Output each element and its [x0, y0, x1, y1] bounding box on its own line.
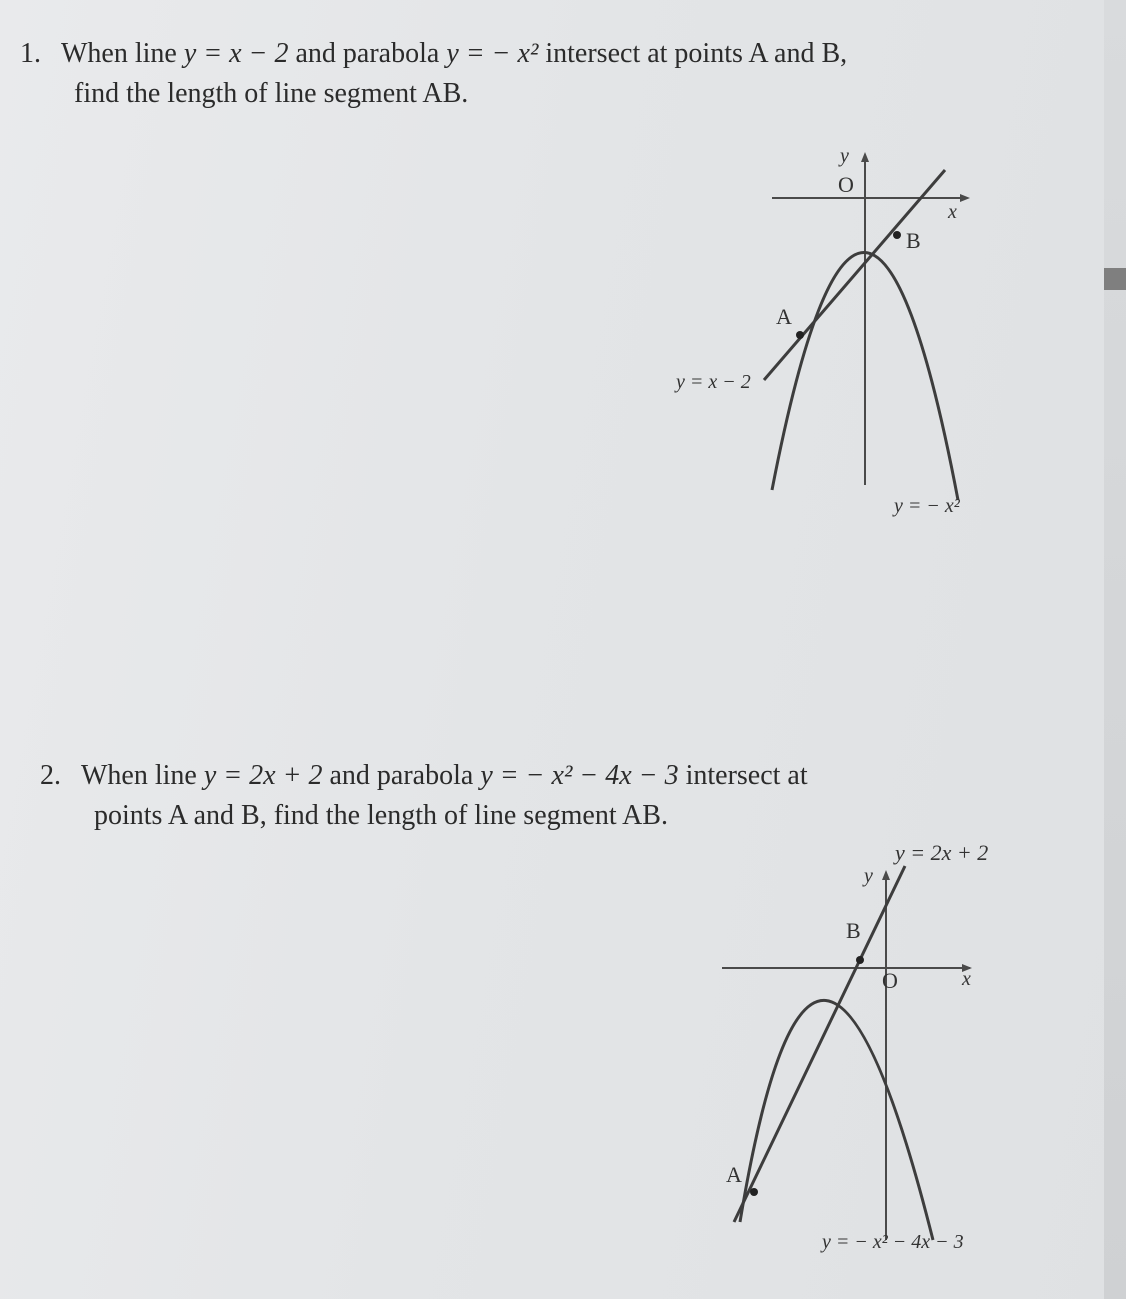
- x-axis-arrow-icon: [960, 194, 970, 202]
- problem-1-text-b: and parabola: [295, 38, 440, 69]
- problem-1-number: 1.: [20, 38, 41, 69]
- x-axis-label: x: [948, 201, 957, 223]
- problem-1-text-d: find the length of line segment AB.: [74, 78, 469, 109]
- problem-2-text-d: points A and B, find the length of line segment AB.: [94, 800, 668, 831]
- parabola-label: y = − x²: [894, 495, 960, 517]
- point-a-label: A: [726, 1162, 742, 1187]
- line-curve: [764, 170, 945, 380]
- problem-2: [40, 756, 1060, 836]
- point-a-label: A: [776, 304, 792, 329]
- y-axis-label: y: [864, 865, 873, 887]
- problem-2-text-c: intersect at: [685, 760, 808, 791]
- problem-2-graph: [700, 830, 1040, 1260]
- point-a: [750, 1188, 758, 1196]
- point-b-label: B: [906, 228, 921, 253]
- line-label: y = 2x + 2: [895, 840, 989, 865]
- y-axis-arrow-icon: [882, 870, 890, 880]
- problem-1-text-c: intersect at points A and B,: [545, 38, 848, 69]
- origin-label: O: [838, 172, 854, 197]
- x-axis-label: x: [962, 968, 971, 990]
- problem-2-text-b: and parabola: [329, 760, 474, 791]
- problem-2-text-a: When line: [81, 760, 197, 791]
- parabola-curve: [740, 1000, 933, 1240]
- origin-label: O: [882, 968, 898, 993]
- point-b: [856, 956, 864, 964]
- point-a: [796, 331, 804, 339]
- y-axis-label: y: [840, 145, 849, 167]
- problem-1-line-equation: y = x − 2: [183, 38, 289, 69]
- problem-2-parabola-equation: y = − x² − 4x − 3: [480, 760, 679, 791]
- problem-2-line-equation: y = 2x + 2: [203, 760, 323, 791]
- problem-1: [20, 34, 1110, 114]
- edge-mark: [1104, 268, 1126, 290]
- problem-1-parabola-equation: y = − x²: [446, 38, 539, 69]
- problem-1-graph: [660, 140, 1020, 530]
- problem-1-text-a: When line: [61, 38, 177, 69]
- point-b-label: B: [846, 918, 861, 943]
- y-axis-arrow-icon: [861, 152, 869, 162]
- page-edge: [1104, 0, 1126, 1299]
- parabola-label: y = − x² − 4x − 3: [822, 1231, 964, 1253]
- point-b: [893, 231, 901, 239]
- problem-2-number: 2.: [40, 760, 61, 791]
- line-curve: [734, 866, 905, 1222]
- line-label: y = x − 2: [676, 371, 751, 393]
